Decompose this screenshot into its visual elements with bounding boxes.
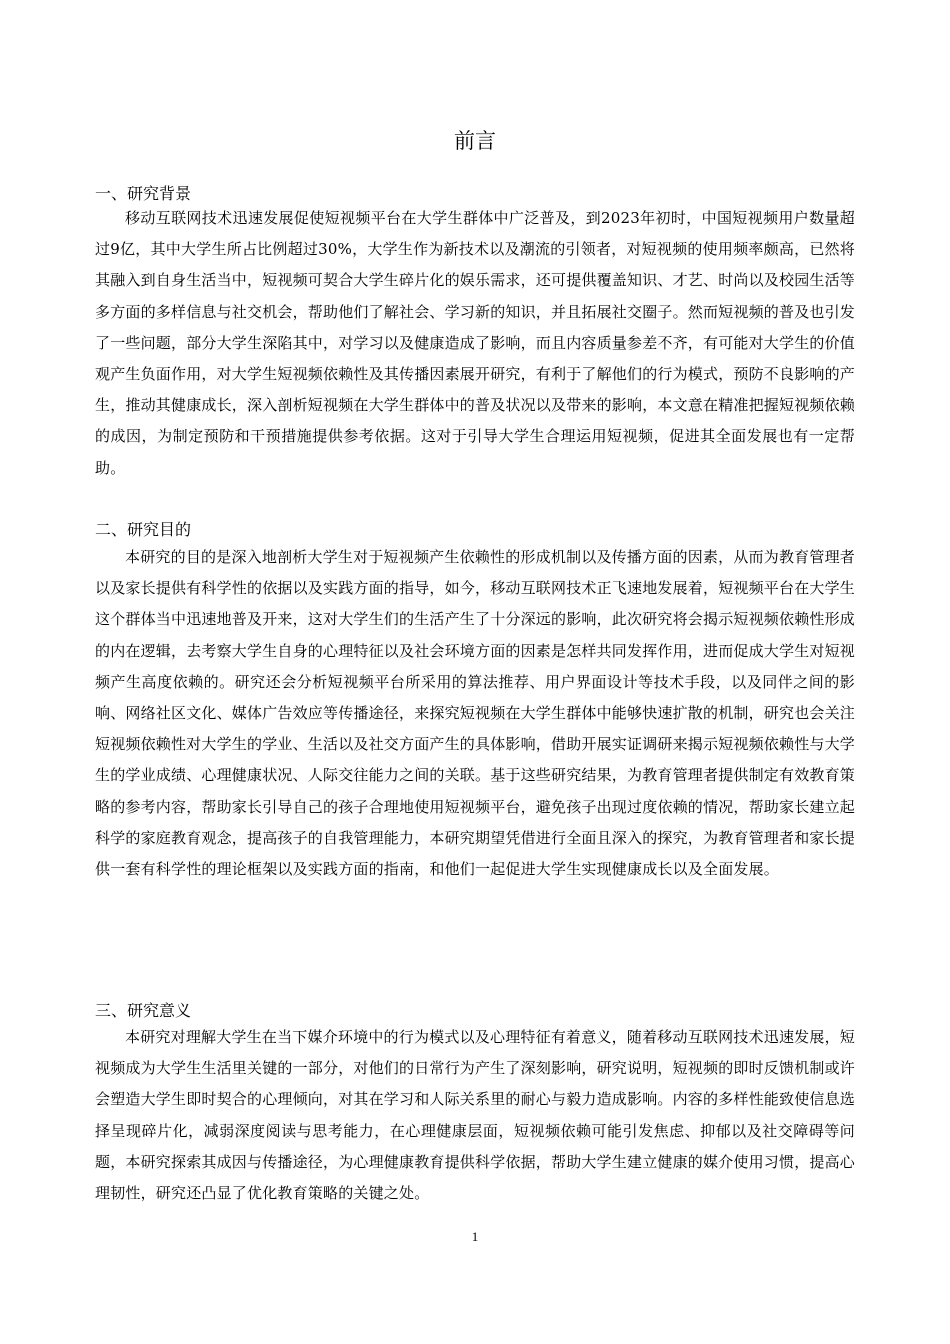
page-title: 前言 xyxy=(454,129,496,153)
section-paragraph-significance: 本研究对理解大学生在当下媒介环境中的行为模式以及心理特征有着意义，随着移动互联网技术迅速发展，短视频成为大学生生活里关键的一部分，对他们的日常行为产生了深刻影响，研究说明，短视频的即时反馈机制或许会塑造大学生即时契合的心理倾向，对其在学习和人际关系里的耐心与毅力造成影响。内容的多样性能致使信息选择呈现碎片化，减弱深度阅读与思考能力，在心理健康层面，短视频依赖可能引发焦虑、抑郁以及社交障碍等问题，本研究探索其成因与传播途径，为心理健康教育提供科学依据，帮助大学生建立健康的媒介使用习惯，提高心理韧性，研究还凸显了优化教育策略的关键之处。 xyxy=(95,1028,856,1203)
page-number: 1 xyxy=(471,1229,479,1244)
section-paragraph-purpose: 本研究的目的是深入地剖析大学生对于短视频产生依赖性的形成机制以及传播方面的因素，从而为教育管理者以及家长提供有科学性的依据以及实践方面的指导，如今，移动互联网技术正飞速地发展着，短视频平台在大学生这个群体当中迅速地普及开来，这对大学生们的生活产生了十分深远的影响，此次研究将会揭示短视频依赖性形成的内在逻辑，去考察大学生自身的心理特征以及社会环境方面的因素是怎样共同发挥作用，进而促成大学生对短视频产生高度依赖的。研究还会分析短视频平台所采用的算法推荐、用户界面设计等技术手段，以及同伴之间的影响、网络社区文化、媒体广告效应等传播途径，来探究短视频在大学生群体中能够快速扩散的机制，研究也会关注短视频依赖性对大学生的学业、生活以及社交方面产生的具体影响，借助开展实证调研来揭示短视频依赖性与大学生的学业成绩、心理健康状况、人际交往能力之间的关联。基于这些研究结果，为教育管理者提供制定有效教育策略的参考内容，帮助家长引导自己的孩子合理地使用短视频平台，避免孩子出现过度依赖的情况，帮助家长建立起科学的家庭教育观念，提高孩子的自我管理能力，本研究期望凭借进行全面且深入的探究，为教育管理者和家长提供一套有科学性的理论框架以及实践方面的指南，和他们一起促进大学生实现健康成长以及全面发展。 xyxy=(95,548,856,879)
section-heading-purpose: 二、研究目的 xyxy=(95,520,192,539)
section-heading-significance: 三、研究意义 xyxy=(95,1001,192,1020)
section-heading-background: 一、研究背景 xyxy=(95,184,192,203)
section-paragraph-background: 移动互联网技术迅速发展促使短视频平台在大学生群体中广泛普及，到2023年初时，中国短视频用户数量超过9亿，其中大学生所占比例超过30%，大学生作为新技术以及潮流的引领者，对短视频的使用频率颇高，已然将其融入到自身生活当中，短视频可契合大学生碎片化的娱乐需求，还可提供覆盖知识、才艺、时尚以及校园生活等多方面的多样信息与社交机会，帮助他们了解社会、学习新的知识，并且拓展社交圈子。然而短视频的普及也引发了一些问题，部分大学生深陷其中，对学习以及健康造成了影响，而且内容质量参差不齐，有可能对大学生的价值观产生负面作用，对大学生短视频依赖性及其传播因素展开研究，有利于了解他们的行为模式，预防不良影响的产生，推动其健康成长，深入剖析短视频在大学生群体中的普及状况以及带来的影响，本文意在精准把握短视频依赖的成因，为制定预防和干预措施提供参考依据。这对于引导大学生合理运用短视频，促进其全面发展也有一定帮助。 xyxy=(95,209,856,477)
